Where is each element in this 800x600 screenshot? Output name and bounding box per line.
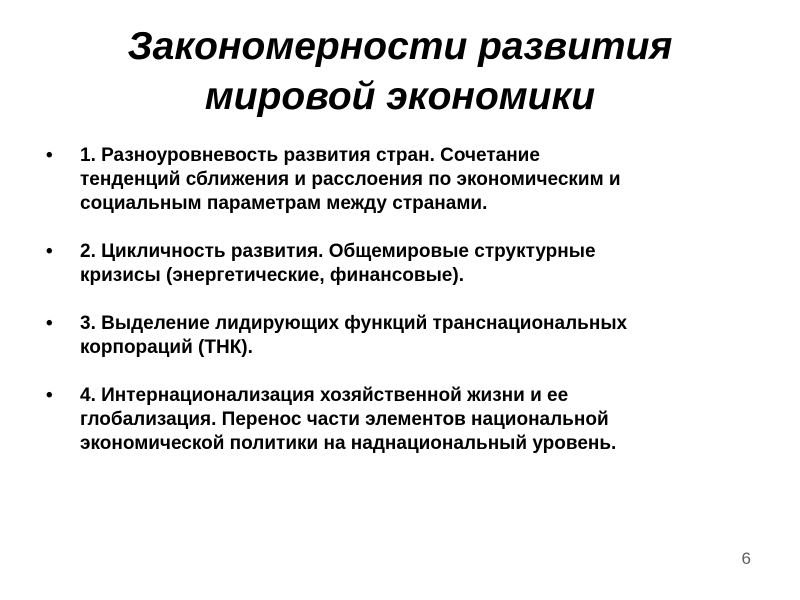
slide-title-line: мировой экономики: [204, 75, 596, 118]
bullet-text-line: корпораций (ТНК).: [80, 337, 253, 358]
bullet-point-4: [28, 384, 778, 456]
bullet-text-line: кризисы (энергетические, финансовые).: [80, 265, 464, 286]
bullet-point-3: [28, 312, 778, 360]
bullet-text-line: 1. Разноуровневость развития стран. Сочетание: [80, 145, 540, 166]
bullet-text-line: тенденций сближения и расслоения по экономическим и: [80, 169, 621, 190]
bullet-text-line: глобализация. Перенос части элементов национальной: [80, 409, 609, 430]
bullet-icon: •: [46, 385, 53, 406]
slide-title: [40, 22, 760, 122]
bullet-text-line: социальным параметрам между странами.: [80, 193, 488, 214]
slide-title-line: Закономерности развития: [127, 25, 673, 68]
bullet-point-1: [28, 144, 778, 216]
bullet-point-2: [28, 240, 778, 288]
slide-page-number: 6: [741, 549, 751, 568]
bullet-text-line: 2. Цикличность развития. Общемировые структурные: [80, 241, 596, 262]
bullet-list: [28, 144, 778, 480]
bullet-icon: •: [46, 241, 53, 262]
bullet-icon: •: [46, 313, 53, 334]
bullet-text-line: 4. Интернационализация хозяйственной жизни и ее: [80, 385, 569, 406]
bullet-text-line: 3. Выделение лидирующих функций транснациональных: [80, 313, 628, 334]
bullet-text-line: экономической политики на наднациональный уровень.: [80, 433, 617, 454]
bullet-icon: •: [46, 145, 53, 166]
